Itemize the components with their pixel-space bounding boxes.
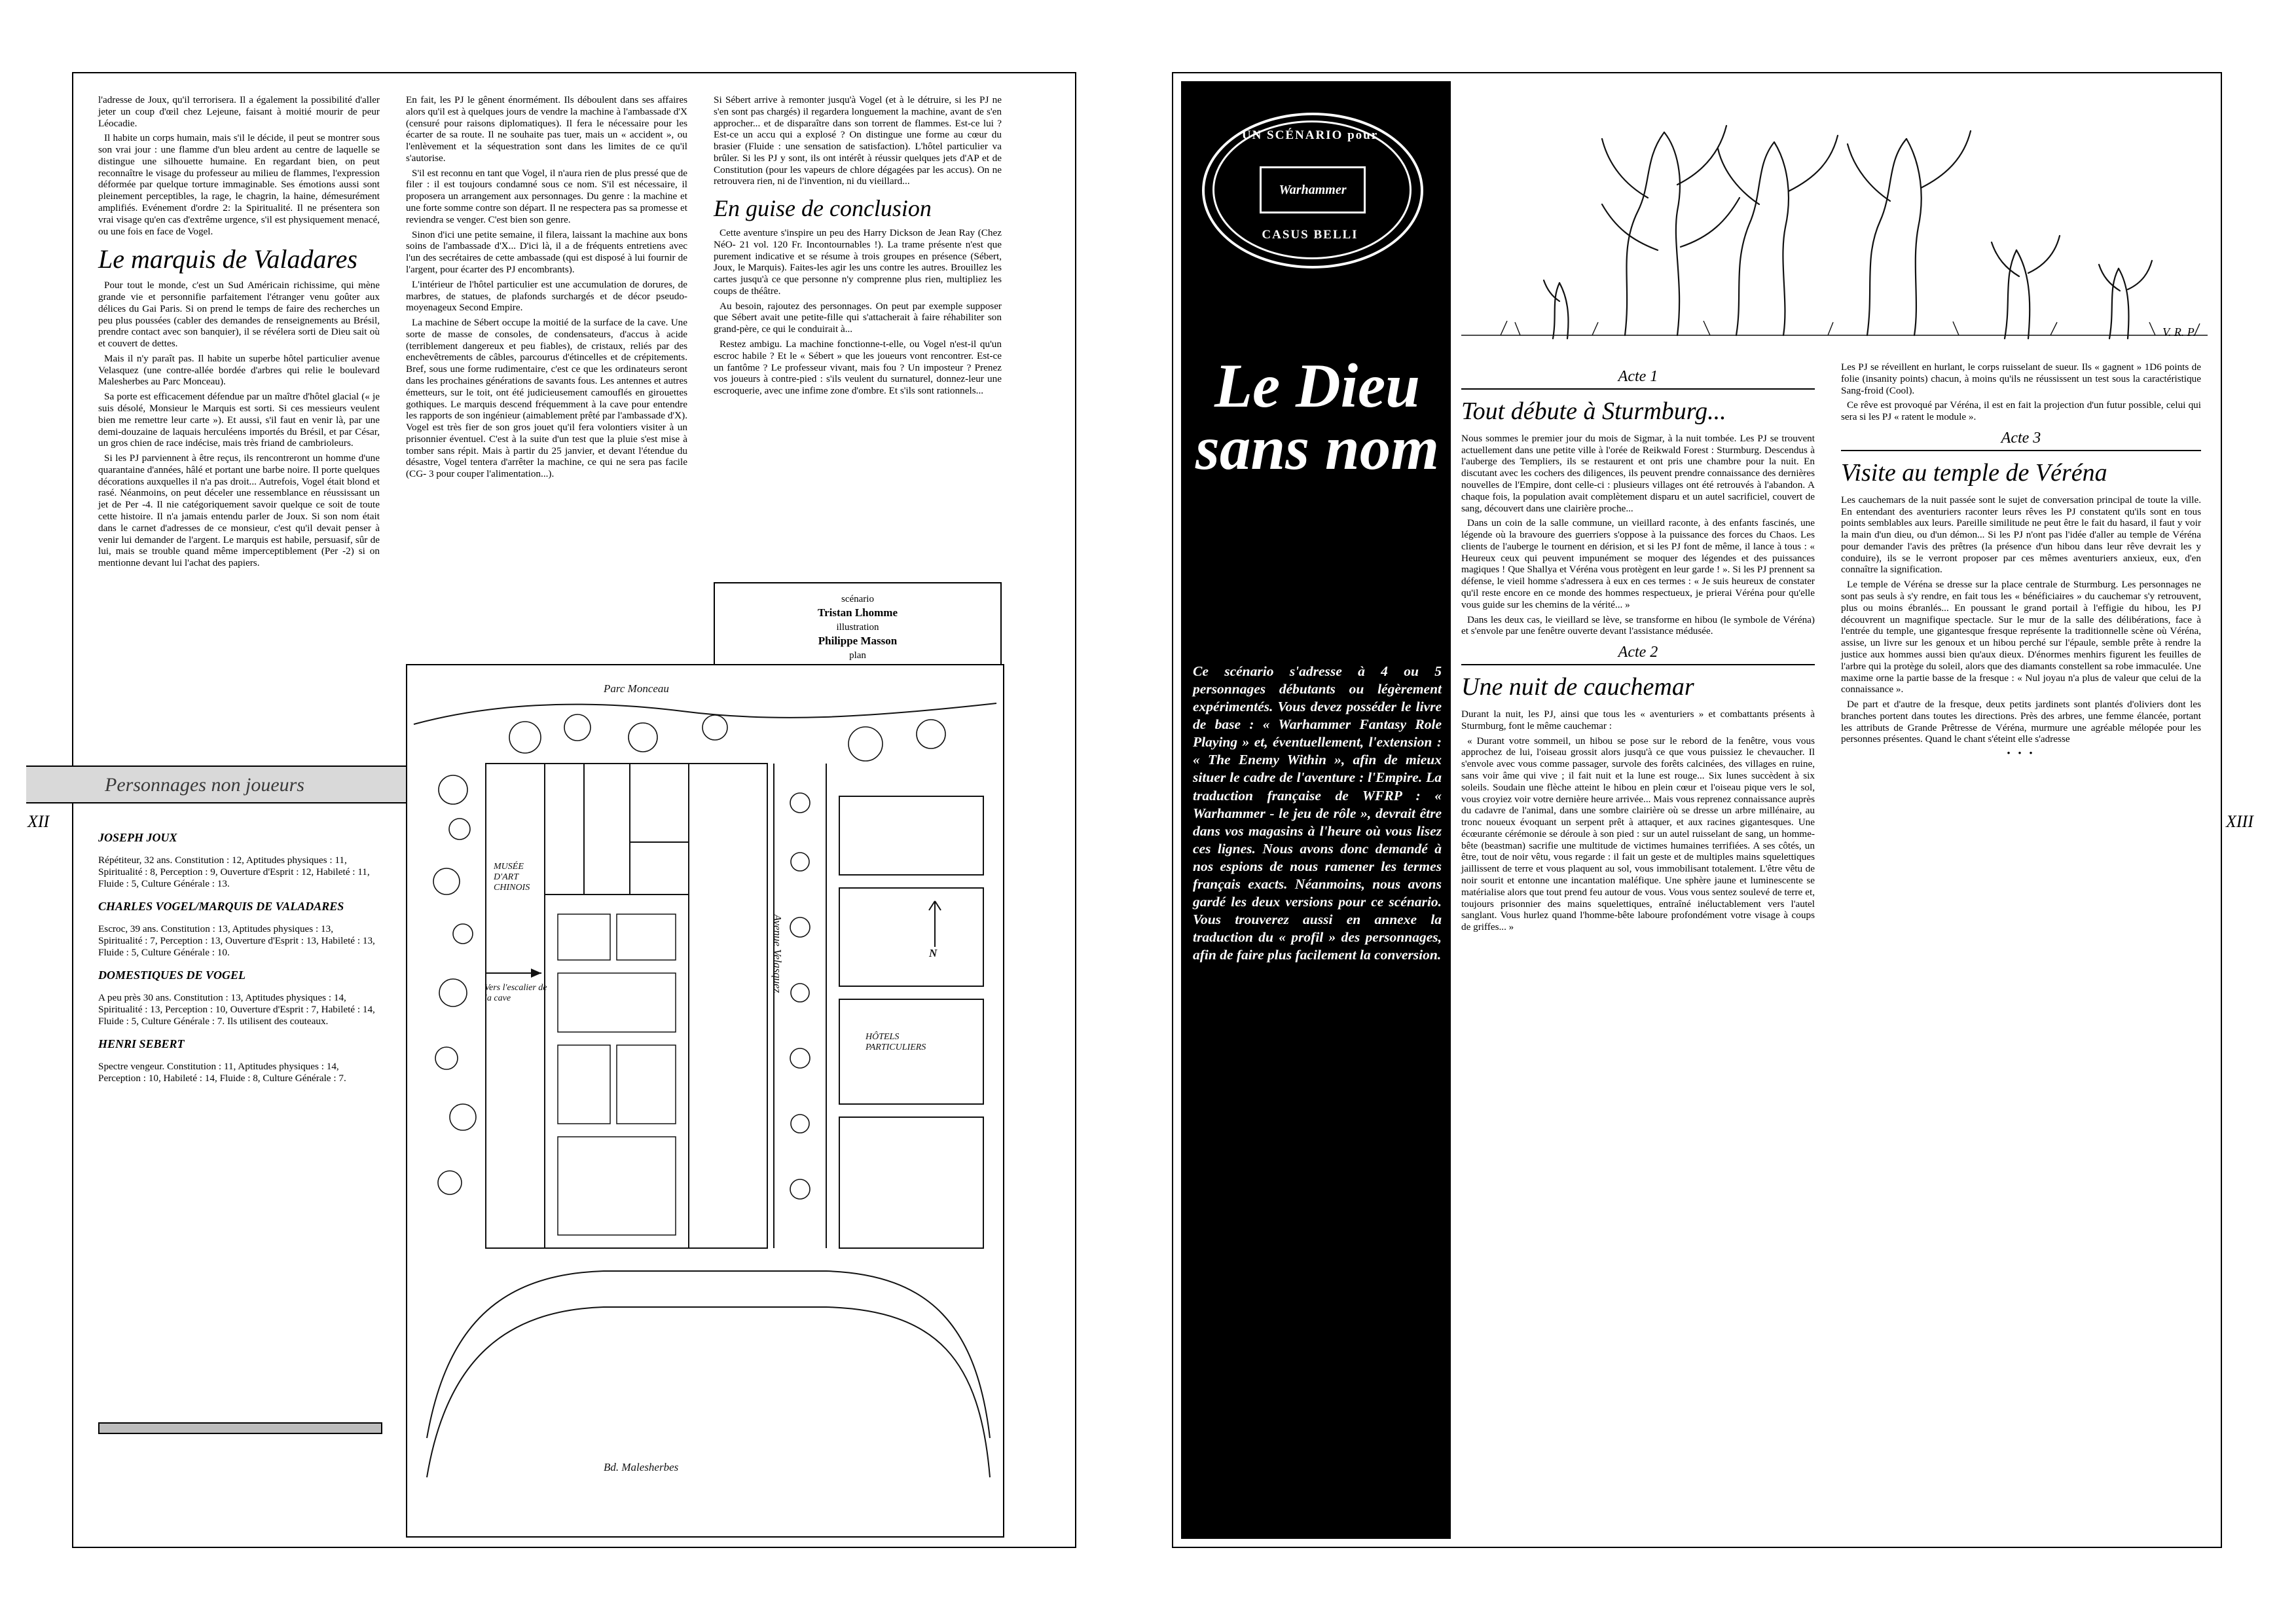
map-label-boulevard: Bd. Malesherbes	[604, 1461, 679, 1473]
pnj-stats: A peu près 30 ans. Constitution : 13, Aptitudes physiques : 14, Spiritualité : 13, Perception : 10, Ouverture d'Esprit : 7, Habileté : 14, Fluide : 5, Culture Générale : 7. Ils utilisent des couteaux.	[98, 991, 375, 1027]
acte-label: Acte 1	[1618, 368, 1658, 385]
paragraph: L'intérieur de l'hôtel particulier est une accumulation de dorures, de marbres, de statues, de plafonds surchargés et de décor pseudo-moyenageux Second Empire.	[406, 278, 687, 314]
page-number-right: XIII	[2226, 812, 2253, 831]
paragraph: Ce rêve est provoqué par Véréna, il est en fait la projection d'un futur possible, celui qui sera si les PJ « ratent le module ».	[1841, 399, 2201, 423]
left-column-2	[406, 94, 687, 483]
right-column-1	[1461, 361, 1815, 936]
paragraph: Dans les deux cas, le vieillard se lève, se transforme en hibou (le symbole de Véréna) et s'envole par une fenêtre ouverte devant l'assistance médusée.	[1461, 614, 1815, 637]
pnj-name: CHARLES VOGEL/MARQUIS DE VALADARES	[98, 899, 344, 913]
acte-rule	[1461, 388, 1815, 390]
pnj-stats: Escroc, 39 ans. Constitution : 13, Aptitudes physiques : 13, Spiritualité : 7, Perception : 13, Ouverture d'Esprit : 13, Habileté : 13, Fluide : 5, Culture Générale : 10.	[98, 923, 375, 958]
illustration-signature: V. R. P.	[2162, 325, 2196, 339]
paragraph: En fait, les PJ le gênent énormément. Ils déboulent dans ses affaires alors qu'il est à quelques jours de vendre la machine à l'ambassade d'X (censuré pour raisons diplomatiques). Il fera le nécessaire pour les écarter de sa route. Il ne souhaite pas tuer, mais un « accident », ou l'enlèvement et la séquestration sont dans les limites de ce qu'il s'autorise.	[406, 94, 687, 164]
acte-label: Acte 3	[2001, 429, 2041, 447]
acte-title: Visite au temple de Véréna	[1841, 458, 2107, 487]
left-column-3	[714, 94, 1002, 400]
paragraph: Dans un coin de la salle commune, un vieillard raconte, à des enfants fascinés, une légende où la bravoure des guerriers s'oppose à la puissance des forces du Chaos. Les clients de l'auberge le tournent en dérision, et si les PJ font de même, il lance à tous : « Heureux ceux qui peuvent impunément se moquer des légendes et des puissances magiques ! Que Shallya et Véréna vous protègent en leur garde ! ». Si les PJ prennent sa défense, le vieil homme s'adressera à eux en ces termes : « Je suis heureux de constater qu'il reste encore en ce monde des hommes respectueux, je prierai Véréna pour qu'elle vous guide sur les chemins de la vérité... »	[1461, 517, 1815, 610]
stamp-center-text: Warhammer	[1279, 182, 1347, 197]
left-page	[72, 72, 1076, 1548]
paragraph: Il habite un corps humain, mais s'il le décide, il peut se montrer sous son vrai jour : une flamme d'un bleu ardent au centre de laquelle se distingue une silhouette humaine. En regardant bien, on peut reconnaître le visage du professeur au milieu de flammes, l'expression déformée par quelque torture immaginable. Ses émotions aussi sont pleinement perceptibles, la rage, le chagrin, la haine, démesurément amplifiés. Evénement d'ordre 2: la Spiritualité. Il ne présentera son vrai visage qu'en cas d'extrême urgence, s'il est physiquement menacé, ou une fois en face de Vogel.	[98, 132, 380, 237]
stamp-top-text: UN SCÉNARIO pour	[1241, 128, 1379, 142]
pnj-stats: Spectre vengeur. Constitution : 11, Aptitudes physiques : 14, Perception : 10, Habileté : 14, Fluide : 8, Culture Générale : 7.	[98, 1060, 346, 1084]
paragraph: Restez ambigu. La machine fonctionne-t-elle, ou Vogel n'est-il qu'un escroc habile ? Et le « Sébert » que les joueurs vont rencontrer. Est-ce un fantôme ? Le professeur vivant, mais fou ? Un imposteur ? Prenez vos joueurs à contre-pied : s'ils veulent du surnaturel, donnez-leur une escroquerie, avec une infime zone d'ombre. Et s'ils sont rationnels...	[714, 339, 1002, 397]
paragraph: S'il est reconnu en tant que Vogel, il n'aura rien de plus pressé que de filer : il est toujours condamné sous ce nom. S'il est nécessaire, il proposera un arrangement aux personnages. Du genre : la machine et une forte somme contre son départ. Il ne respectera pas sa promesse et reviendra se venger. C'est bien son genre.	[406, 167, 687, 225]
article-title: Le Dieu sans nom	[1195, 351, 1440, 483]
paragraph: De part et d'autre de la fresque, deux petits jardinets sont plantés d'oliviers dont les branches portent dans toutes les directions. Près des arbres, une femme élancée, portant les attributs de Grande Prêtresse de Véréna, murmure une agréable mélopée pour les personnes présentes. Quand le chant s'éteint elle s'adresse	[1841, 699, 2201, 745]
pnj-name: HENRI SEBERT	[98, 1037, 185, 1050]
credits-role-2: illustration	[836, 622, 879, 633]
credits-role-3: plan	[849, 650, 866, 661]
section-heading-marquis: Le marquis de Valadares	[98, 244, 357, 274]
acte-title: Une nuit de cauchemar	[1461, 673, 1694, 701]
paragraph: Si Sébert arrive à remonter jusqu'à Vogel (et à le détruire, si les PJ ne s'en sont pas chargés) il regardera longuement la machine, avant de s'en approcher... et de disparaître dans son torrent de flammes. Est-ce lui ? Est-ce un accu qui a explosé ? On distingue une forme au cœur du brasier (Fluide : une sensation de satisfaction). L'hôtel particulier va brûler. Si les PJ y sont, ils ont intérêt à réussir quelques jets d'AP et de Constitution (pour les vapeurs de chlore dégagées par les accus). On ne retrouvera rien, ni de l'invention, ni du vieillard...	[714, 94, 1002, 187]
acte-rule	[1461, 664, 1815, 665]
credits-name-1: Tristan Lhomme	[818, 606, 898, 619]
map-label-hotels: HÔTELS PARTICULIERS	[866, 1032, 926, 1053]
paragraph: Mais il n'y paraît pas. Il habite un superbe hôtel particulier avenue Velasquez (une contre-allée bordée d'arbres qui relie le boulevard Malesherbes au Parc Monceau).	[98, 352, 380, 388]
stamp-center-box	[1260, 166, 1366, 213]
left-column-1	[98, 94, 380, 572]
paragraph: Sinon d'ici une petite semaine, il filera, laissant la machine aux bons soins de l'ambassade d'X... D'ici là, il a de fréquents entretiens avec l'un des secrétaires de cette ambassade (qui est disposé à lui fournir de l'argent, pour écarter des PJ encombrants).	[406, 229, 687, 275]
pnj-stats: Répétiteur, 32 ans. Constitution : 12, Aptitudes physiques : 11, Spiritualité : 8, Perception : 9, Ouverture d'Esprit : 12, Habileté : 11, Fluide : 5, Culture Générale : 13.	[98, 854, 370, 889]
right-page	[1172, 72, 2222, 1548]
pnj-list	[98, 821, 380, 1094]
paragraph: « Durant votre sommeil, un hibou se pose sur le rebord de la fenêtre, vous vous approchez de lui, l'oiseau grossit alors jusqu'à ce que vous puissiez le chevaucher. Il s'envole avec vous comme passager, survole des forêts calcinées, des villages en ruine, sans voir âme qui vive ; il fait nuit et la lune est rouge... Six lunes succèdent à six soleils. Soudain une flèche atteint le hibou en plein cœur et l'oiseau pique vers le sol, vous croyiez voir votre dernière heure arrivée... Mais vous reprenez connaissance auprès du cadavre de l'animal, dans une sombre clairière où se dresse un arbre millénaire, au tronc noueux évoquant un serpent prêt à attaquer, et aux racines gigantesques. Une écœurante cérémonie se déroule à son pied : sur un autel ruisselant de sang, un homme-bête (beastman) sacrifie une multitude de victimes humaines terrifiées. A ses côtés, un être, tout de noir vêtu, vous regarde : il fait un geste et de multiples mains squelettiques jaillissent de terre et vous plaquent au sol, vous immobilisant totalement. L'être vêtu de noir sourit et entonne une incantation maléfique. Une sphère jaune et luminescente se matérialise alors que tout prend feu autour de vous. Vous vous sentez soulevé de terre et, toujours prisonnier des mains squelettiques, entraîné inéluctablement vers l'autel sanglant. Vous hurlez quand l'homme-bête laboure profondément votre visage à coups de griffes... »	[1461, 735, 1815, 933]
acte-label: Acte 2	[1618, 644, 1658, 661]
paragraph: Cette aventure s'inspire un peu des Harry Dickson de Jean Ray (Chez NéO- 21 vol. 120 Fr. Incontournables !). La trame présente n'est que purement indicative et se résume à trois groupes en présence (Sébert, Joux, le Marquis). Faites-les agir les uns contre les autres. Brouillez les cartes jusqu'à ce que personne n'y comprenne plus rien, multipliez les coups de théâtre.	[714, 227, 1002, 297]
section-heading-conclusion: En guise de conclusion	[714, 195, 932, 222]
map-label-avenue: Avenue Velasquez	[771, 914, 784, 993]
map-label-musee: MUSÉE D'ART CHINOIS	[494, 862, 530, 893]
pnj-footer-bar	[98, 1422, 382, 1434]
article-standfirst: Ce scénario s'adresse à 4 ou 5 personnages débutants ou légèrement expérimentés. Vous devez posséder le livre de base : « Warhammer Fantasy Role Playing » et, éventuellement, l'extension : « The Enemy Within », afin de mieux situer le cadre de l'aventure : l'Empire. La traduction française de WFRP : « Warhammer - le jeu de rôle », devrait être dans vos magasins à l'heure où vous lisez ces lignes. Nous avons donc demandé à nos espions de nous ramener les termes français exacts. Néanmoins, nous avons gardé les deux versions pour ce scénario. Vous trouverez aussi en annexe la traduction du « profil » des personnages, afin de faire plus facilement la conversion.	[1193, 663, 1442, 963]
map-label-north: N	[929, 947, 938, 959]
stamp-bottom-text: CASUS BELLI	[1262, 228, 1358, 242]
paragraph: La machine de Sébert occupe la moitié de la surface de la cave. Une sorte de masse de consoles, de condensateurs, d'accus à acide (terriblement dangereux et peu fiables), de cristaux, reliés par des enchevêtrements de câbles, parcourus d'étincelles et de crépitements. Bref, sous une forme rudimentaire, c'est ce que les ordinateurs seront dans les prochaines générations de savants fous. Les antennes et autres émetteurs, sur le toit, ont été judicieusement camouflés en girouettes gothiques. Le marquis descend fréquemment à la cave pour entendre les rapports de son ingénieur (aimablement prêté par l'ambassade d'X). Vogel est très fier de son gros jouet qu'il fera volontiers visiter à un prisonnier éventuel. C'est à la suite d'un test que la pluie s'est mise à tomber sans répit. Mais à partir du 25 janvier, et devant l'étendue du désastre, Vogel tentera d'arrêter la machine, ce qui ne sera pas facile (CG- 3 pour couper l'alimentation...).	[406, 317, 687, 480]
credits-role-1: scénario	[841, 594, 874, 604]
right-column-2	[1841, 361, 2201, 760]
pnj-section-banner	[26, 766, 432, 803]
pnj-name: DOMESTIQUES DE VOGEL	[98, 968, 246, 982]
pnj-name: JOSEPH JOUX	[98, 831, 177, 844]
paragraph: Pour tout le monde, c'est un Sud Américain richissime, qui mène grande vie et personnifie parfaitement l'étranger venu goûter aux délices du Gai Paris. Si on prend le temps de faire des recherches un peu plus poussées (cabler des demandes de renseignements au Brésil, prendre contact avec son banquier), il se révélera sorti de Dieu sait où et couvert de dettes.	[98, 280, 380, 350]
paragraph: Durant la nuit, les PJ, ainsi que tous les « aventuriers » et combattants présents à Sturmburg, font le même cauchemar :	[1461, 709, 1815, 731]
article-illustration	[1461, 86, 2208, 348]
paragraph: l'adresse de Joux, qu'il terrorisera. Il a également la possibilité d'aller jeter un coup d'œil chez Lejeune, faisant à moitié mourir de peur Léocadie.	[98, 94, 380, 129]
credits-name-2: Philippe Masson	[818, 635, 898, 648]
casus-belli-stamp	[1202, 113, 1418, 263]
paragraph: Si les PJ parviennent à être reçus, ils rencontreront un homme d'une quarantaine d'années, hâlé et portant une barbe noire. Il porte quelques décorations auxquelles il n'a pas droit... Autrefois, Vogel était blond et rasé. Néanmoins, on peut déceler une ressemblance en réussissant un jet de Per -4. Il nie catégoriquement savoir quelque ce soit de toute cette histoire. Il n'a jamais entendu parler de Joux. Si son nom était dans le carnet d'adresses de ce monsieur, c'est qu'il devait penser à venir lui demander de l'argent. Le marquis est habile, persuasif, sûr de lui, mais se trouble quand même imperceptiblement (Per -2) si on mentionne devant lui l'achat des papiers.	[98, 452, 380, 569]
paragraph: Les cauchemars de la nuit passée sont le sujet de conversation principal de toute la ville. En entendant des aventuriers raconter leurs rêves les PJ constatent qu'ils sont en tous points semblables aux leurs. Pareille similitude ne peut être le fait du hasard, il faut y voir la main d'un dieu, ou d'un démon... Si les PJ n'ont pas l'idée d'aller au temple de Véréna pour demander l'avis des prêtres (la présence d'un hibou dans leur rêve devrait les y conduire), ils se le verront proposer par ces mêmes aventuriers anxieux, eux, d'en connaître la signification.	[1841, 494, 2201, 576]
acte-rule	[1841, 450, 2201, 451]
paragraph: Le temple de Véréna se dresse sur la place centrale de Sturmburg. Les personnages ne sont pas seuls à s'y rendre, en fait tous les « bénéficiaires » du cauchemar s'y retrouvent, plus ou moins ébranlés... En poussant le grand portail à l'effigie du hibou, les PJ découvrent un magnifique spectacle. Sur le mur de la salle des délibérations, face à l'entrée du temple, une gigantesque fresque représente la traditionnelle scène où Véréna, assise, un livre sur les genoux et un hibou perché sur l'épaule, semble prête à rendre la justice aux hommes aussi bien qu'aux dieux. D'énormes menhirs figurent les feuilles de l'arbre qui la protège du soleil, alors que des diamants constellent sa robe immaculée. Une maxime orne la partie basse de la fresque : « Nul joyau n'a plus de valeur que celui de la connaissance ».	[1841, 579, 2201, 695]
map-label-escalier: Vers l'escalier de la cave	[484, 983, 547, 1004]
paragraph: Les PJ se réveillent en hurlant, le corps ruisselant de sueur. Ils « gagnent » 1D6 points de folie (insanity points) chacun, à moins qu'ils ne réussissent un test sous la caractéristique Sang-froid (Cool).	[1841, 361, 2201, 396]
illustration-drawing	[1461, 86, 2208, 348]
pnj-banner-label: Personnages non joueurs	[105, 774, 304, 796]
continuation-dots: • • •	[2007, 748, 2035, 760]
map-label-parc: Parc Monceau	[604, 682, 669, 695]
acte-title: Tout débute à Sturmburg...	[1461, 397, 1726, 425]
map-plan	[406, 664, 1004, 1538]
map-drawing	[407, 665, 1003, 1536]
paragraph: Au besoin, rajoutez des personnages. On peut par exemple supposer que Sébert avait une petite-fille qui s'attacherait à faire réhabiliter son grand-père, ce qui le conduirait à...	[714, 300, 1002, 335]
paragraph: Sa porte est efficacement défendue par un maître d'hôtel glacial (« je suis désolé, Monsieur le Marquis est sorti. Si ces messieurs veulent bien me remettre leur carte »). Et aussi, s'il faut en venir là, par une demi-douzaine de laquais herculéens importés du Brésil, et par César, un gros chien de race indécise, mais très friand de cambrioleurs.	[98, 391, 380, 449]
page-number-left: XII	[27, 812, 50, 831]
left-page-content	[98, 94, 1051, 1528]
paragraph: Nous sommes le premier jour du mois de Sigmar, à la nuit tombée. Les PJ se trouvent actuellement dans une petite ville à l'orée de Reikwald Forest : Sturmburg. Descendus à l'auberge des Templiers, ils se restaurent et ont pris une chambre pour la nuit. En discutant avec les cochers des diligences, ils peuvent prendre connaissance des dernières nouvelles de l'Empire, dont celle-ci : plusieurs villages ont été retrouvés à l'abandon. A chaque fois, la population avait complètement disparu et un autel sacrificiel, couvert de sang, découvert dans une clairière proche...	[1461, 432, 1815, 514]
